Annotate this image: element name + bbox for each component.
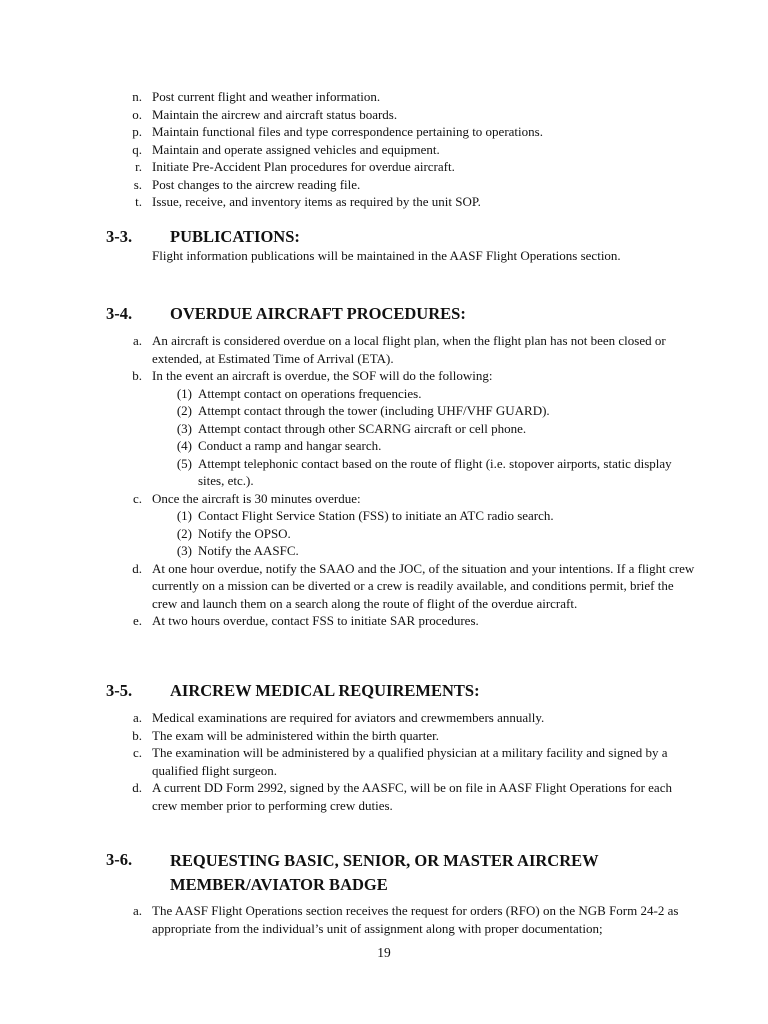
list-item: d. A current DD Form 2992, signed by the AASFC, will be on file in AASF Flight Operations for each crew member prior to performing crew duties. — [132, 780, 672, 813]
list-item: o. Maintain the aircrew and aircraft status boards. — [132, 106, 398, 122]
list-item: t. Issue, receive, and inventory items as required by the unit SOP. — [135, 194, 481, 209]
section-heading-3-3: 3-3. PUBLICATIONS: — [106, 227, 300, 246]
sub-list-item: (4) Conduct a ramp and hangar search. — [176, 438, 382, 453]
medical-requirements-list — [0, 709, 768, 814]
list-item: q. Maintain and operate assigned vehicles and equipment. — [132, 141, 440, 157]
sub-list-item: (2) Attempt contact through the tower (including UHF/VHF GUARD). — [176, 403, 550, 418]
badge-request-list — [0, 902, 768, 937]
list-item: c. Once the aircraft is 30 minutes overdue: — [132, 490, 361, 506]
list-item: b. The exam will be administered within the birth quarter. — [132, 727, 440, 743]
list-item: a. Medical examinations are required for aviators and crewmembers annually. — [132, 710, 545, 725]
list-item: r. Initiate Pre-Accident Plan procedures for overdue aircraft. — [135, 159, 455, 174]
list-item: d. At one hour overdue, notify the SAAO and the JOC, of the situation and your intentions. If a flight crew currently on a mission can be diverted or a crew is readily available, and conditions permit, brief the crew and launch them on a search along the route of flight of the overdue aircraft. — [132, 560, 695, 611]
section-heading-3-4: 3-4. OVERDUE AIRCRAFT PROCEDURES: — [106, 304, 466, 323]
list-item: b. In the event an aircraft is overdue, the SOF will do the following: — [132, 368, 493, 383]
list-item: n. Post current flight and weather information. — [132, 89, 381, 104]
sub-list-item: (1) Attempt contact on operations frequencies. — [176, 385, 422, 401]
sub-list-item: (5) Attempt telephonic contact based on the route of flight (i.e. stopover airports, static display sites, etc.). — [176, 455, 672, 488]
sub-list-item: (3) Attempt contact through other SCARNG aircraft or cell phone. — [176, 420, 527, 436]
list-item: e. At two hours overdue, contact FSS to initiate SAR procedures. — [132, 613, 479, 628]
list-item: a. The AASF Flight Operations section receives the request for orders (RFO) on the NGB Form 24-2 as appropriate from the individual’s unit of assignment along with proper documentation; — [132, 903, 679, 936]
list-item: p. Maintain functional files and type correspondence pertaining to operations. — [132, 124, 543, 139]
section-heading-3-5: 3-5. AIRCREW MEDICAL REQUIREMENTS: — [106, 681, 480, 700]
list-item: s. Post changes to the aircrew reading file. — [133, 176, 361, 192]
overdue-procedures-list — [0, 332, 768, 630]
section-heading-3-6: 3-6. REQUESTING BASIC, SENIOR, OR MASTER AIRCREW MEMBER/AVIATOR BADGE — [106, 850, 599, 894]
sub-list-item: (3) Notify the AASFC. — [176, 543, 299, 558]
list-item: c. The examination will be administered by a qualified physician at a military facility and signed by a qualified flight surgeon. — [132, 745, 668, 778]
sub-list-item: (1) Contact Flight Service Station (FSS) to initiate an ATC radio search. — [176, 508, 554, 523]
duties-list — [0, 88, 768, 211]
sub-list-item: (2) Notify the OPSO. — [176, 525, 291, 541]
page-number: 19 — [377, 945, 391, 960]
list-item: a. An aircraft is considered overdue on a local flight plan, when the flight plan has not been closed or extended, at Estimated Time of Arrival (ETA). — [132, 333, 666, 366]
publications-paragraph: Flight information publications will be maintained in the AASF Flight Operations section. — [152, 248, 621, 263]
